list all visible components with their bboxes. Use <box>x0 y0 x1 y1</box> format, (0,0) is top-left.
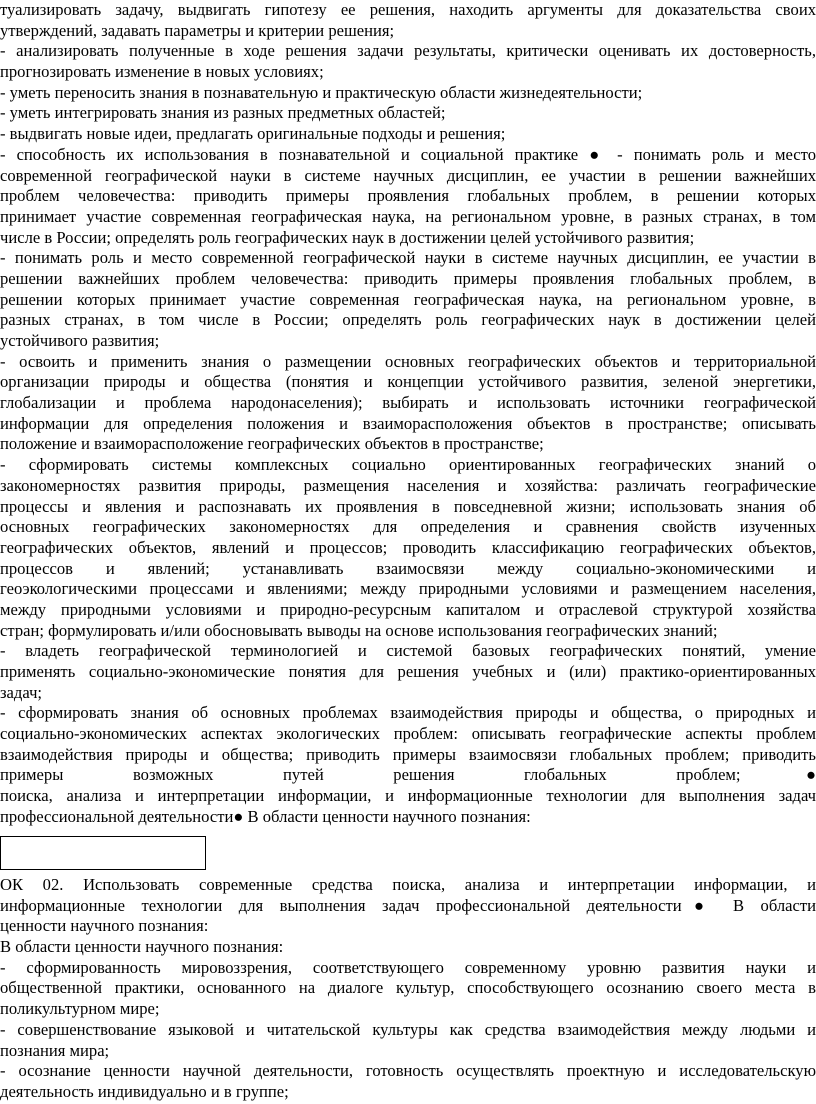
text-line: - совершенствование языковой и читательской культуры как средства взаимодействия между людьми и <box>0 1019 816 1039</box>
text-line: поликультурном мире; <box>0 999 160 1019</box>
text-line: - уметь интегрировать знания из разных предметных областей; <box>0 103 446 123</box>
text-line: познания мира; <box>0 1040 110 1060</box>
text-line: социально-экономических аспектах экологических проблем: описывать географические аспекты проблем <box>0 724 816 744</box>
text-line: устойчивого развития; <box>0 331 160 350</box>
text-line: ценности научного познания: <box>0 916 209 936</box>
text-line: - уметь переносить знания в познавательную и практическую области жизнедеятельности; <box>0 82 643 102</box>
text-line: - понимать роль и место современной географической науки в системе научных дисциплин, ее участии в <box>0 248 816 268</box>
text-line: современной географической науки в системе научных дисциплин, ее участии в решении важнейших <box>0 165 816 185</box>
text-line: геоэкологическими процессами и явлениями; между природными условиями и размещением населения, <box>0 579 816 599</box>
text-line: ОК 02. Использовать современные средства поиска, анализа и интерпретации информации, и <box>0 875 816 894</box>
text-line: процессы и явления и распознавать их проявления в повседневной жизни; использовать знания об <box>0 496 816 516</box>
text-line: - освоить и применить знания о размещении основных географических объектов и территориальной <box>0 351 816 371</box>
text-line: организации природы и общества (понятия и концепции устойчивого развития, зеленой энергетики, <box>0 372 816 392</box>
text-line: - выдвигать новые идеи, предлагать оригинальные подходы и решения; <box>0 124 506 144</box>
text-line: принимает участие современная географическая наука, на региональном уровне, в разных странах, в том <box>0 206 816 226</box>
text-line: - сформировать системы комплексных социально ориентированных географических знаний о <box>0 455 816 475</box>
text-line: задач; <box>0 682 43 702</box>
text-line: профессиональной деятельности● В области ценности научного познания: <box>0 806 531 826</box>
text-line: разных странах, в том числе в России; определять роль географических наук в достижении целей <box>0 310 816 330</box>
text-line: утверждений, задавать параметры и критерии решения; <box>0 20 395 40</box>
text-line: примеры возможных путей решения глобальных проблем;● <box>0 765 816 785</box>
text-line: стран; формулировать и/или обосновывать выводы на основе использования географических знаний; <box>0 620 718 640</box>
text-line: туализировать задачу, выдвигать гипотезу ее решения, находить аргументы для доказательства своих <box>0 0 816 19</box>
text-line: - владеть географической терминологией и системой базовых географических понятий, умение <box>0 641 816 661</box>
text-line: - сформировать знания об основных проблемах взаимодействия природы и общества, о природных и <box>0 703 816 723</box>
text-line: взаимодействия природы и общества; приводить примеры взаимосвязи глобальных проблем; приводить <box>0 744 816 764</box>
text-line: В области ценности научного познания: <box>0 937 284 957</box>
text-line: решении которых принимает участие современная географическая наука, на региональном уровне, в <box>0 289 816 309</box>
text-line: процессов и явлений; устанавливать взаимосвязи между социально-экономическими и <box>0 558 816 578</box>
text-line: решении важнейших проблем человечества: приводить примеры проявления глобальных проблем, в <box>0 268 816 288</box>
text-line: - осознание ценности научной деятельности, готовность осуществлять проектную и исследовательскую <box>0 1061 816 1081</box>
text-line: применять социально-экономические понятия для решения учебных и (или) практико-ориентированных <box>0 662 816 681</box>
text-line: проблем человечества: приводить примеры проявления глобальных проблем, в решении которых <box>0 186 816 206</box>
text-line: общественной практики, основанного на диалоге культур, способствующего осознанию своего места в <box>0 978 816 998</box>
ok02-text-block <box>0 875 816 1103</box>
empty-table-cell <box>0 836 206 870</box>
text-line: прогнозировать изменение в новых условиях; <box>0 62 324 82</box>
text-line: числе в России; определять роль географических наук в достижении целей устойчивого развития; <box>0 227 695 247</box>
text-line: - способность их использования в познавательной и социальной практике ● - понимать роль и место <box>0 144 816 164</box>
text-line: информации для определения положения и взаиморасположения объектов в пространстве; описывать <box>0 413 816 433</box>
text-line: основных географических закономерностях для определения и сравнения свойств изученных <box>0 517 816 537</box>
text-line: деятельность индивидуально и в группе; <box>0 1081 289 1101</box>
text-line: поиска, анализа и интерпретации информации, и информационные технологии для выполнения задач <box>0 786 816 806</box>
text-line: между природными условиями и природно-ресурсным капиталом и отраслевой структурой хозяйства <box>0 599 816 619</box>
text-line: географических объектов, явлений и процессов; проводить классификацию географических объектов, <box>0 537 816 557</box>
text-line: положение и взаиморасположение географических объектов в пространстве; <box>0 434 544 454</box>
text-line: - сформированность мировоззрения, соответствующего современному уровню развития науки и <box>0 957 816 977</box>
text-line: закономерностях развития природы, размещения населения и хозяйства: различать географические <box>0 475 816 495</box>
text-line: глобализации и проблема народонаселения); выбирать и использовать источники географической <box>0 393 816 413</box>
text-line: - анализировать полученные в ходе решения задачи результаты, критически оценивать их достоверность, <box>0 41 816 61</box>
text-line: информационные технологии для выполнения задач профессиональной деятельности● В области <box>0 895 816 915</box>
